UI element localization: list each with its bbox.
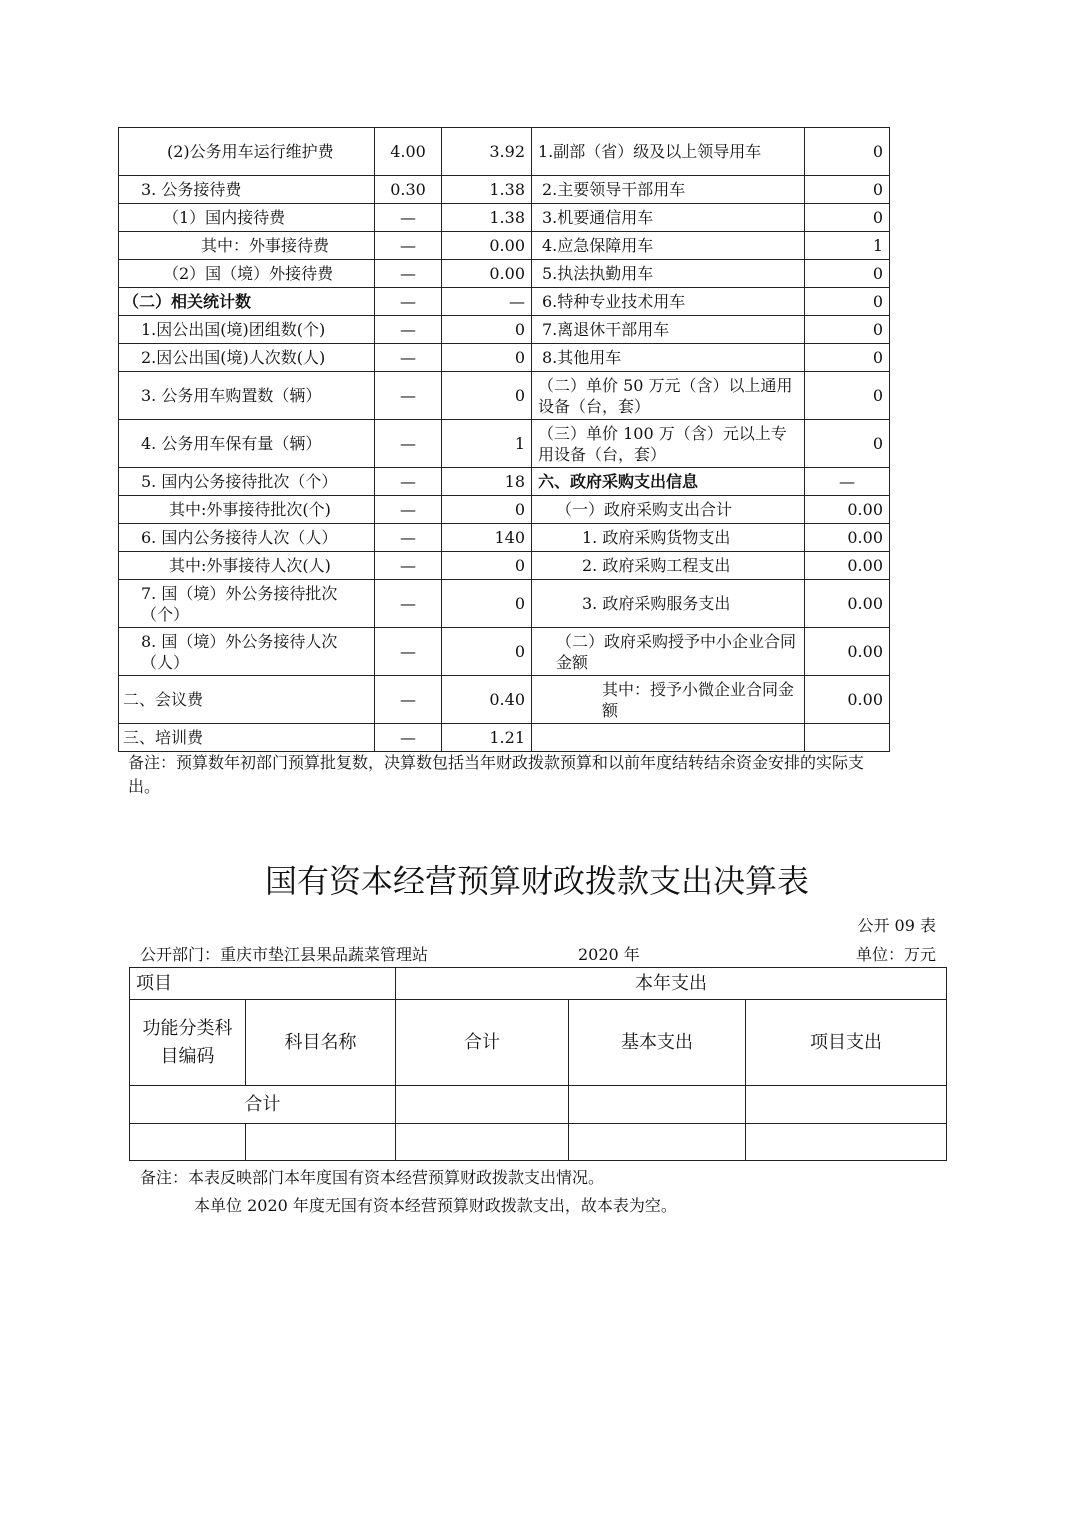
header-code: 功能分类科目编码 (130, 1000, 246, 1086)
department-label: 公开部门：重庆市垫江县果品蔬菜管理站 (140, 945, 429, 964)
actual-value: — (442, 288, 532, 316)
header-project: 项目支出 (746, 1000, 947, 1086)
vehicle-value: — (805, 468, 890, 496)
vehicle-value: 0.00 (805, 524, 890, 552)
budget-value: — (375, 628, 442, 676)
state-capital-expense-table (129, 967, 947, 1161)
header-name: 科目名称 (246, 1000, 396, 1086)
budget-value: — (375, 344, 442, 372)
budget-value: — (375, 372, 442, 420)
actual-value: 1.38 (442, 204, 532, 232)
item-label: 5. 国内公务接待批次（个） (119, 468, 375, 496)
empty-cell (246, 1124, 396, 1161)
actual-value: 0 (442, 496, 532, 524)
budget-value: — (375, 420, 442, 468)
budget-value: — (375, 232, 442, 260)
total-cell (396, 1086, 569, 1124)
table-row (119, 676, 890, 724)
item-label: 8. 国（境）外公务接待人次（人） (119, 628, 375, 676)
actual-value: 0 (442, 628, 532, 676)
table-row (119, 524, 890, 552)
table-row (119, 128, 890, 176)
item-label: 其中:外事接待批次(个) (119, 496, 375, 524)
vehicle-label: 4.应急保障用车 (532, 232, 805, 260)
item-label: （1）国内接待费 (119, 204, 375, 232)
vehicle-label: 8.其他用车 (532, 344, 805, 372)
total-project-cell (746, 1086, 947, 1124)
actual-value: 0.00 (442, 232, 532, 260)
budget-value: — (375, 580, 442, 628)
table-row (119, 552, 890, 580)
table-row (119, 580, 890, 628)
header-basic: 基本支出 (569, 1000, 746, 1086)
actual-value: 18 (442, 468, 532, 496)
vehicle-label: 3. 政府采购服务支出 (532, 580, 805, 628)
vehicle-label: 7.离退休干部用车 (532, 316, 805, 344)
vehicle-value: 0.00 (805, 628, 890, 676)
vehicle-value: 0 (805, 288, 890, 316)
actual-value: 0 (442, 372, 532, 420)
vehicle-label: （二）单价 50 万元（含）以上通用设备（台，套） (532, 372, 805, 420)
table-row (119, 372, 890, 420)
vehicle-value: 0 (805, 176, 890, 204)
budget-value: — (375, 204, 442, 232)
vehicle-label: 5.执法执勤用车 (532, 260, 805, 288)
empty-cell (396, 1124, 569, 1161)
actual-value: 0 (442, 552, 532, 580)
item-label: (2)公务用车运行维护费 (119, 128, 375, 176)
total-basic-cell (569, 1086, 746, 1124)
actual-value: 1.38 (442, 176, 532, 204)
item-label: 6. 国内公务接待人次（人） (119, 524, 375, 552)
vehicle-value: 0 (805, 128, 890, 176)
table-row (119, 288, 890, 316)
vehicle-value: 0 (805, 316, 890, 344)
table-row (119, 724, 890, 752)
vehicle-label: （三）单价 100 万（含）元以上专用设备（台，套） (532, 420, 805, 468)
vehicle-label: 2. 政府采购工程支出 (532, 552, 805, 580)
table-row (119, 496, 890, 524)
vehicle-label: 其中：授予小微企业合同金额 (532, 676, 805, 724)
header-current-year: 本年支出 (396, 968, 947, 1000)
item-label: （二）相关统计数 (119, 288, 375, 316)
table-row (119, 232, 890, 260)
vehicle-value: 0.00 (805, 676, 890, 724)
header-total: 合计 (396, 1000, 569, 1086)
header-item: 项目 (130, 968, 396, 1000)
vehicle-value: 0.00 (805, 496, 890, 524)
table-row (119, 468, 890, 496)
vehicle-value: 0 (805, 260, 890, 288)
vehicle-label: 6.特种专业技术用车 (532, 288, 805, 316)
item-label: 三、培训费 (119, 724, 375, 752)
item-label: 二、会议费 (119, 676, 375, 724)
vehicle-value: 0.00 (805, 580, 890, 628)
actual-value: 0 (442, 580, 532, 628)
item-label: （2）国（境）外接待费 (119, 260, 375, 288)
actual-value: 0.40 (442, 676, 532, 724)
vehicle-value: 1 (805, 232, 890, 260)
budget-value: — (375, 676, 442, 724)
empty-cell (746, 1124, 947, 1161)
empty-cell (569, 1124, 746, 1161)
table-row (119, 176, 890, 204)
budget-value: — (375, 724, 442, 752)
budget-value: — (375, 524, 442, 552)
item-label: 其中:外事接待人次(人) (119, 552, 375, 580)
vehicle-label: 3.机要通信用车 (532, 204, 805, 232)
actual-value: 140 (442, 524, 532, 552)
table-row (119, 204, 890, 232)
empty-cell (130, 1124, 246, 1161)
unit-label: 单位：万元 (855, 945, 936, 964)
vehicle-value: 0 (805, 420, 890, 468)
budget-value: 4.00 (375, 128, 442, 176)
actual-value: 0.00 (442, 260, 532, 288)
item-label: 7. 国（境）外公务接待批次（个） (119, 580, 375, 628)
page-title: 国有资本经营预算财政拨款支出决算表 (264, 862, 809, 900)
actual-value: 0 (442, 344, 532, 372)
vehicle-label: 2.主要领导干部用车 (532, 176, 805, 204)
item-label: 2.因公出国(境)人次数(人) (119, 344, 375, 372)
budget-value: — (375, 496, 442, 524)
item-label: 3. 公务用车购置数（辆） (119, 372, 375, 420)
budget-value: — (375, 288, 442, 316)
year-label: 2020 年 (578, 945, 640, 964)
item-label: 其中：外事接待费 (119, 232, 375, 260)
table-row (119, 628, 890, 676)
vehicle-value: 0 (805, 344, 890, 372)
vehicle-label: 1.副部（省）级及以上领导用车 (532, 128, 805, 176)
actual-value: 3.92 (442, 128, 532, 176)
budget-value: — (375, 468, 442, 496)
total-row-label: 合计 (130, 1086, 396, 1124)
vehicle-label: 1. 政府采购货物支出 (532, 524, 805, 552)
vehicle-label: 六、政府采购支出信息 (532, 468, 805, 496)
item-label: 4. 公务用车保有量（辆） (119, 420, 375, 468)
budget-value: 0.30 (375, 176, 442, 204)
table-row (119, 260, 890, 288)
vehicle-value: 0 (805, 204, 890, 232)
vehicle-label (532, 724, 805, 752)
actual-value: 1 (442, 420, 532, 468)
table-row (119, 344, 890, 372)
item-label: 3. 公务接待费 (119, 176, 375, 204)
table-row (119, 316, 890, 344)
vehicle-value: 0.00 (805, 552, 890, 580)
item-label: 1.因公出国(境)团组数(个) (119, 316, 375, 344)
budget-value: — (375, 316, 442, 344)
actual-value: 1.21 (442, 724, 532, 752)
vehicle-label: （二）政府采购授予中小企业合同金额 (532, 628, 805, 676)
table2-note-2: 本单位 2020 年度无国有资本经营预算财政拨款支出，故本表为空。 (194, 1196, 677, 1215)
table-row (119, 420, 890, 468)
vehicle-value: 0 (805, 372, 890, 420)
budget-value: — (375, 260, 442, 288)
table2-note-1: 备注：本表反映部门本年度国有资本经营预算财政拨款支出情况。 (140, 1168, 605, 1187)
table1-note: 备注：预算数年初部门预算批复数，决算数包括当年财政拨款预算和以前年度结转结余资金安排的实际支出。 (128, 753, 865, 796)
vehicle-value (805, 724, 890, 752)
table-code: 公开 09 表 (857, 916, 936, 935)
actual-value: 0 (442, 316, 532, 344)
budget-value: — (375, 552, 442, 580)
vehicle-label: （一）政府采购支出合计 (532, 496, 805, 524)
expense-detail-table (118, 127, 890, 752)
